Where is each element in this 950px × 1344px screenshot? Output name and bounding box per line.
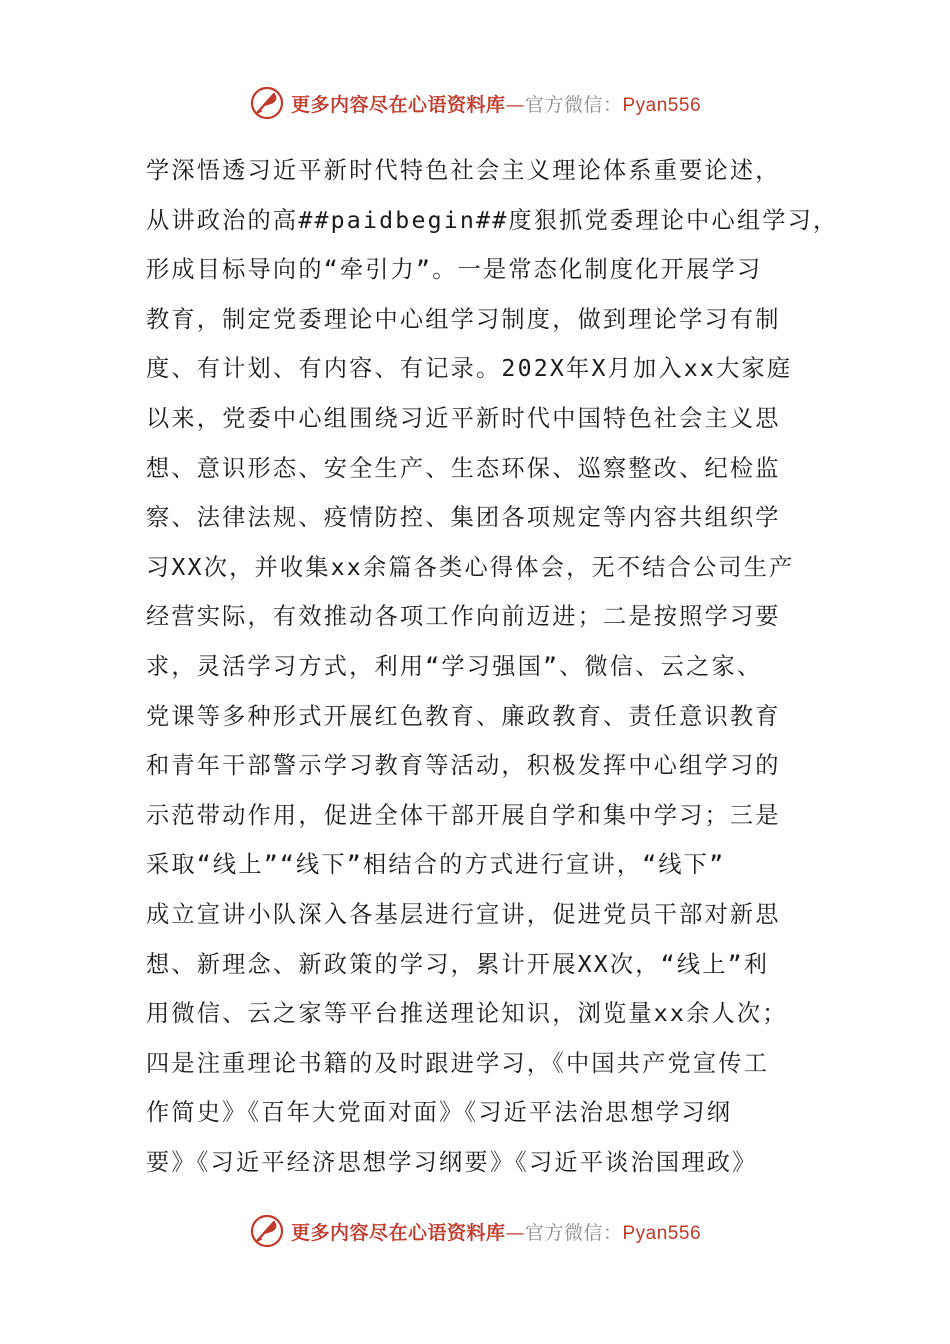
watermark-wechat-id: Pyan556 xyxy=(622,1222,702,1244)
text-line: 用微信、云之家等平台推送理论知识，浏览量xx余人次； xyxy=(146,1000,788,1028)
watermark-dash: — xyxy=(505,1221,525,1244)
text-line: 习XX次，并收集xx余篇各类心得体会，无不结合公司生产 xyxy=(146,553,795,581)
quill-logo-icon xyxy=(249,1213,285,1249)
text-line: 以来，党委中心组围绕习近平新时代中国特色社会主义思 xyxy=(146,404,781,432)
watermark-text xyxy=(291,1218,701,1245)
text-line: 四是注重理论书籍的及时跟进学习，《中国共产党宣传工 xyxy=(146,1049,770,1077)
text-line: 采取“线上”“线下”相结合的方式进行宣讲，“线下” xyxy=(146,851,726,879)
text-line: 察、法律法规、疫情防控、集团各项规定等内容共组织学 xyxy=(146,504,781,532)
watermark-label: 官方微信： xyxy=(524,1221,623,1244)
watermark-dash: — xyxy=(505,93,525,116)
text-line: 想、新理念、新政策的学习，累计开展XX次，“线上”利 xyxy=(146,950,770,978)
text-line: 教育，制定党委理论中心组学习制度，做到理论学习有制 xyxy=(146,305,781,333)
watermark-brand: 更多内容尽在心语资料库 xyxy=(290,93,506,116)
header-watermark xyxy=(0,83,950,123)
text-line: 党课等多种形式开展红色教育、廉政教育、责任意识教育 xyxy=(146,702,781,730)
text-line: 要》《习近平经济思想学习纲要》《习近平谈治国理政》 xyxy=(146,1148,758,1176)
footer-watermark xyxy=(0,1211,950,1251)
text-line: 度、有计划、有内容、有记录。202X年X月加入xx大家庭 xyxy=(146,355,793,383)
quill-logo-icon xyxy=(249,85,285,121)
watermark-brand: 更多内容尽在心语资料库 xyxy=(290,1221,506,1244)
text-line: 从讲政治的高##paidbegin##度狠抓党委理论中心组学习， xyxy=(146,206,839,234)
text-line: 经营实际，有效推动各项工作向前迈进；二是按照学习要 xyxy=(146,603,781,631)
text-line: 示范带动作用，促进全体干部开展自学和集中学习；三是 xyxy=(146,801,781,829)
watermark-label: 官方微信： xyxy=(524,93,623,116)
text-line: 想、意识形态、安全生产、生态环保、巡察整改、纪检监 xyxy=(146,454,781,482)
text-line: 和青年干部警示学习教育等活动，积极发挥中心组学习的 xyxy=(146,752,781,780)
text-line: 学深悟透习近平新时代特色社会主义理论体系重要论述， xyxy=(146,157,781,184)
text-line: 成立宣讲小队深入各基层进行宣讲，促进党员干部对新思 xyxy=(146,900,781,928)
text-line: 求，灵活学习方式，利用“学习强国”、微信、云之家、 xyxy=(146,652,763,680)
text-line: 作简史》《百年大党面对面》《习近平法治思想学习纲 xyxy=(146,1099,733,1127)
watermark-wechat-id: Pyan556 xyxy=(622,94,702,116)
text-line: 形成目标导向的“牵引力”。一是常态化制度化开展学习 xyxy=(146,256,763,284)
document-body xyxy=(146,146,839,1187)
watermark-text xyxy=(291,90,701,117)
